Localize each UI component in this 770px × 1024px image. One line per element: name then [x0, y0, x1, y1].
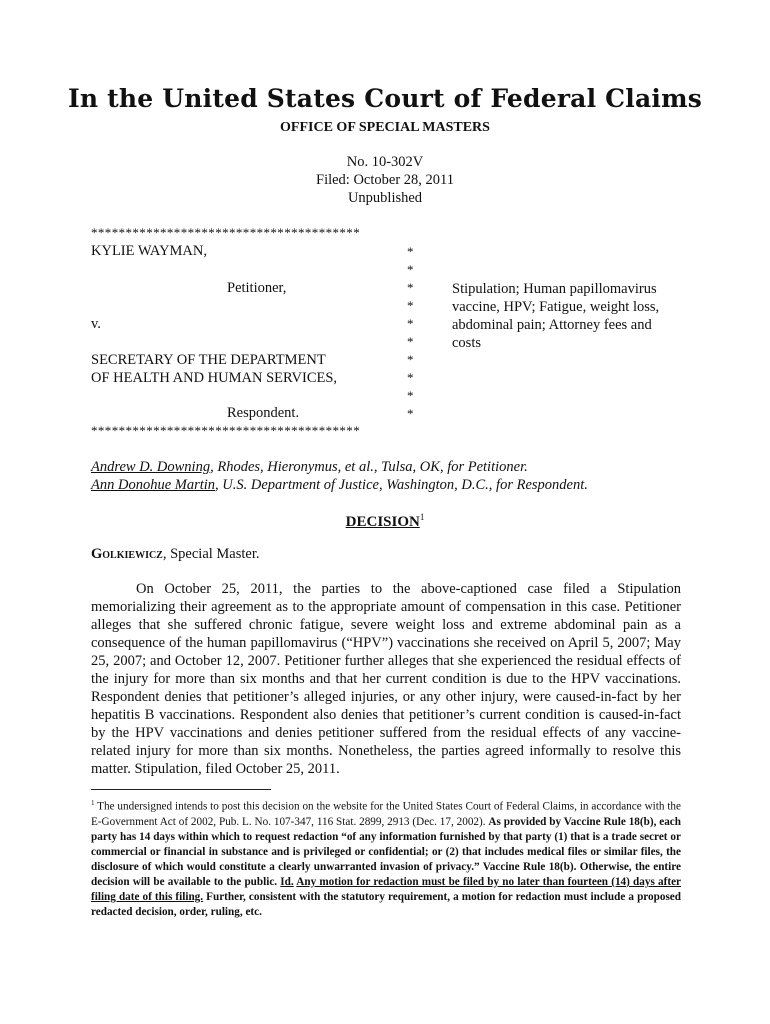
- special-master-title: , Special Master.: [162, 546, 260, 562]
- publication-status: Unpublished: [347, 190, 423, 206]
- caption-star: *: [407, 280, 414, 295]
- caption-bottom-rule: ***************************************: [91, 423, 361, 438]
- petitioner-attorney-name: Andrew D. Downing: [91, 459, 211, 475]
- respondent-line-1: SECRETARY OF THE DEPARTMENT: [91, 352, 326, 368]
- respondent-line-2: OF HEALTH AND HUMAN SERVICES,: [91, 370, 338, 386]
- footnote-redaction-notice: As provided by Vaccine Rule 18(b), each party has 14 days within which to request redaction “of any information furnished by that party (1) that is a trade secret or commercial or financial in substance and is privileged or confidential; or (2) that includes medical files or similar files, the disclosure of which would constitute a clearly unwarranted invasion of privacy.” Vaccine Rule 18(b). Otherwise, the entire decision will be available to the public.: [91, 815, 681, 888]
- stipulation-keywords: [452, 280, 659, 352]
- stipulation-line: abdominal pain; Attorney fees and: [452, 317, 652, 333]
- filed-date: Filed: October 28, 2011: [316, 172, 454, 188]
- petitioner-name: KYLIE WAYMAN,: [91, 243, 207, 259]
- footnote-number: 1: [91, 799, 95, 807]
- decision-heading: [0, 512, 770, 531]
- caption-star: *: [407, 244, 414, 259]
- caption-star: *: [407, 298, 414, 313]
- case-number: No. 10-302V: [346, 154, 424, 170]
- respondent-counsel-detail: , U.S. Department of Justice, Washington, D.C., for Respondent.: [215, 477, 588, 493]
- footnote-deadline: Any motion for redaction must be filed by no later than fourteen (14) days after filing date of this filing.: [91, 875, 682, 903]
- footnote-requirement: Further, consistent with the statutory requirement, a motion for redaction must include a proposed redacted decision, order, ruling, etc.: [91, 890, 681, 918]
- footnote: [91, 796, 681, 920]
- decision-title: DECISION: [345, 514, 420, 530]
- footnote-text: The undersigned intends to post this decision on the website for the United States Court of Federal Claims, in accordance with the E-Government Act of 2002, Pub. L. No. 107-347, 116 Stat. 2899, 2913 (Dec. 17, 2002).: [91, 800, 681, 828]
- caption-star: *: [407, 406, 414, 421]
- versus-label: v.: [91, 316, 101, 332]
- decision-paragraph: On October 25, 2011, the parties to the above-captioned case filed a Stipulation memorializing their agreement as to the appropriate amount of compensation in this case. Petitioner alleges that she suffered chronic fatigue, severe weight loss and extreme abdominal pain as a consequence of the human papillomavirus (“HPV”) vaccinations she received on April 5, 2007; May 25, 2007; and October 12, 2007. Petitioner further alleges that she experienced the residual effects of the injury for more than six months and that her current condition is due to the HPV vaccinations. Respondent denies that petitioner’s alleged injuries, or any other injury, were caused-in-fact by her hepatitis B vaccinations. Respondent also denies that petitioner’s current condition is caused-in-fact by the HPV vaccinations and denies petitioner suffered from the residual effects of any vaccine-related injury for more than six months. Nonetheless, the parties agreed informally to resolve this matter. Stipulation, filed October 25, 2011.: [91, 581, 681, 777]
- caption-star: *: [407, 334, 414, 349]
- court-title: In the United States Court of Federal Claims: [67, 84, 703, 113]
- caption-top-rule: ***************************************: [91, 225, 361, 240]
- special-master-name: Golkiewicz: [91, 546, 163, 562]
- caption-star: *: [407, 388, 414, 403]
- stipulation-line: costs: [452, 335, 481, 351]
- caption-star: *: [407, 370, 414, 385]
- caption-star: *: [407, 316, 414, 331]
- caption-star: *: [407, 262, 414, 277]
- stipulation-line: vaccine, HPV; Fatigue, weight loss,: [452, 299, 660, 315]
- footnote-ref: 1: [419, 512, 425, 522]
- petitioner-counsel-detail: , Rhodes, Hieronymus, et al., Tulsa, OK, for Petitioner.: [210, 459, 528, 475]
- respondent-role: Respondent.: [227, 405, 300, 421]
- caption-star: *: [407, 352, 414, 367]
- footnote-id-citation: Id.: [280, 875, 294, 888]
- footnote-divider: [91, 789, 271, 790]
- office-heading: OFFICE OF SPECIAL MASTERS: [280, 120, 490, 135]
- special-master-line: [91, 546, 260, 563]
- respondent-attorney-name: Ann Donohue Martin: [91, 477, 216, 493]
- petitioner-counsel: [91, 459, 528, 476]
- petitioner-role: Petitioner,: [227, 280, 287, 296]
- respondent-counsel: [91, 477, 588, 494]
- stipulation-line: Stipulation; Human papillomavirus: [452, 281, 657, 297]
